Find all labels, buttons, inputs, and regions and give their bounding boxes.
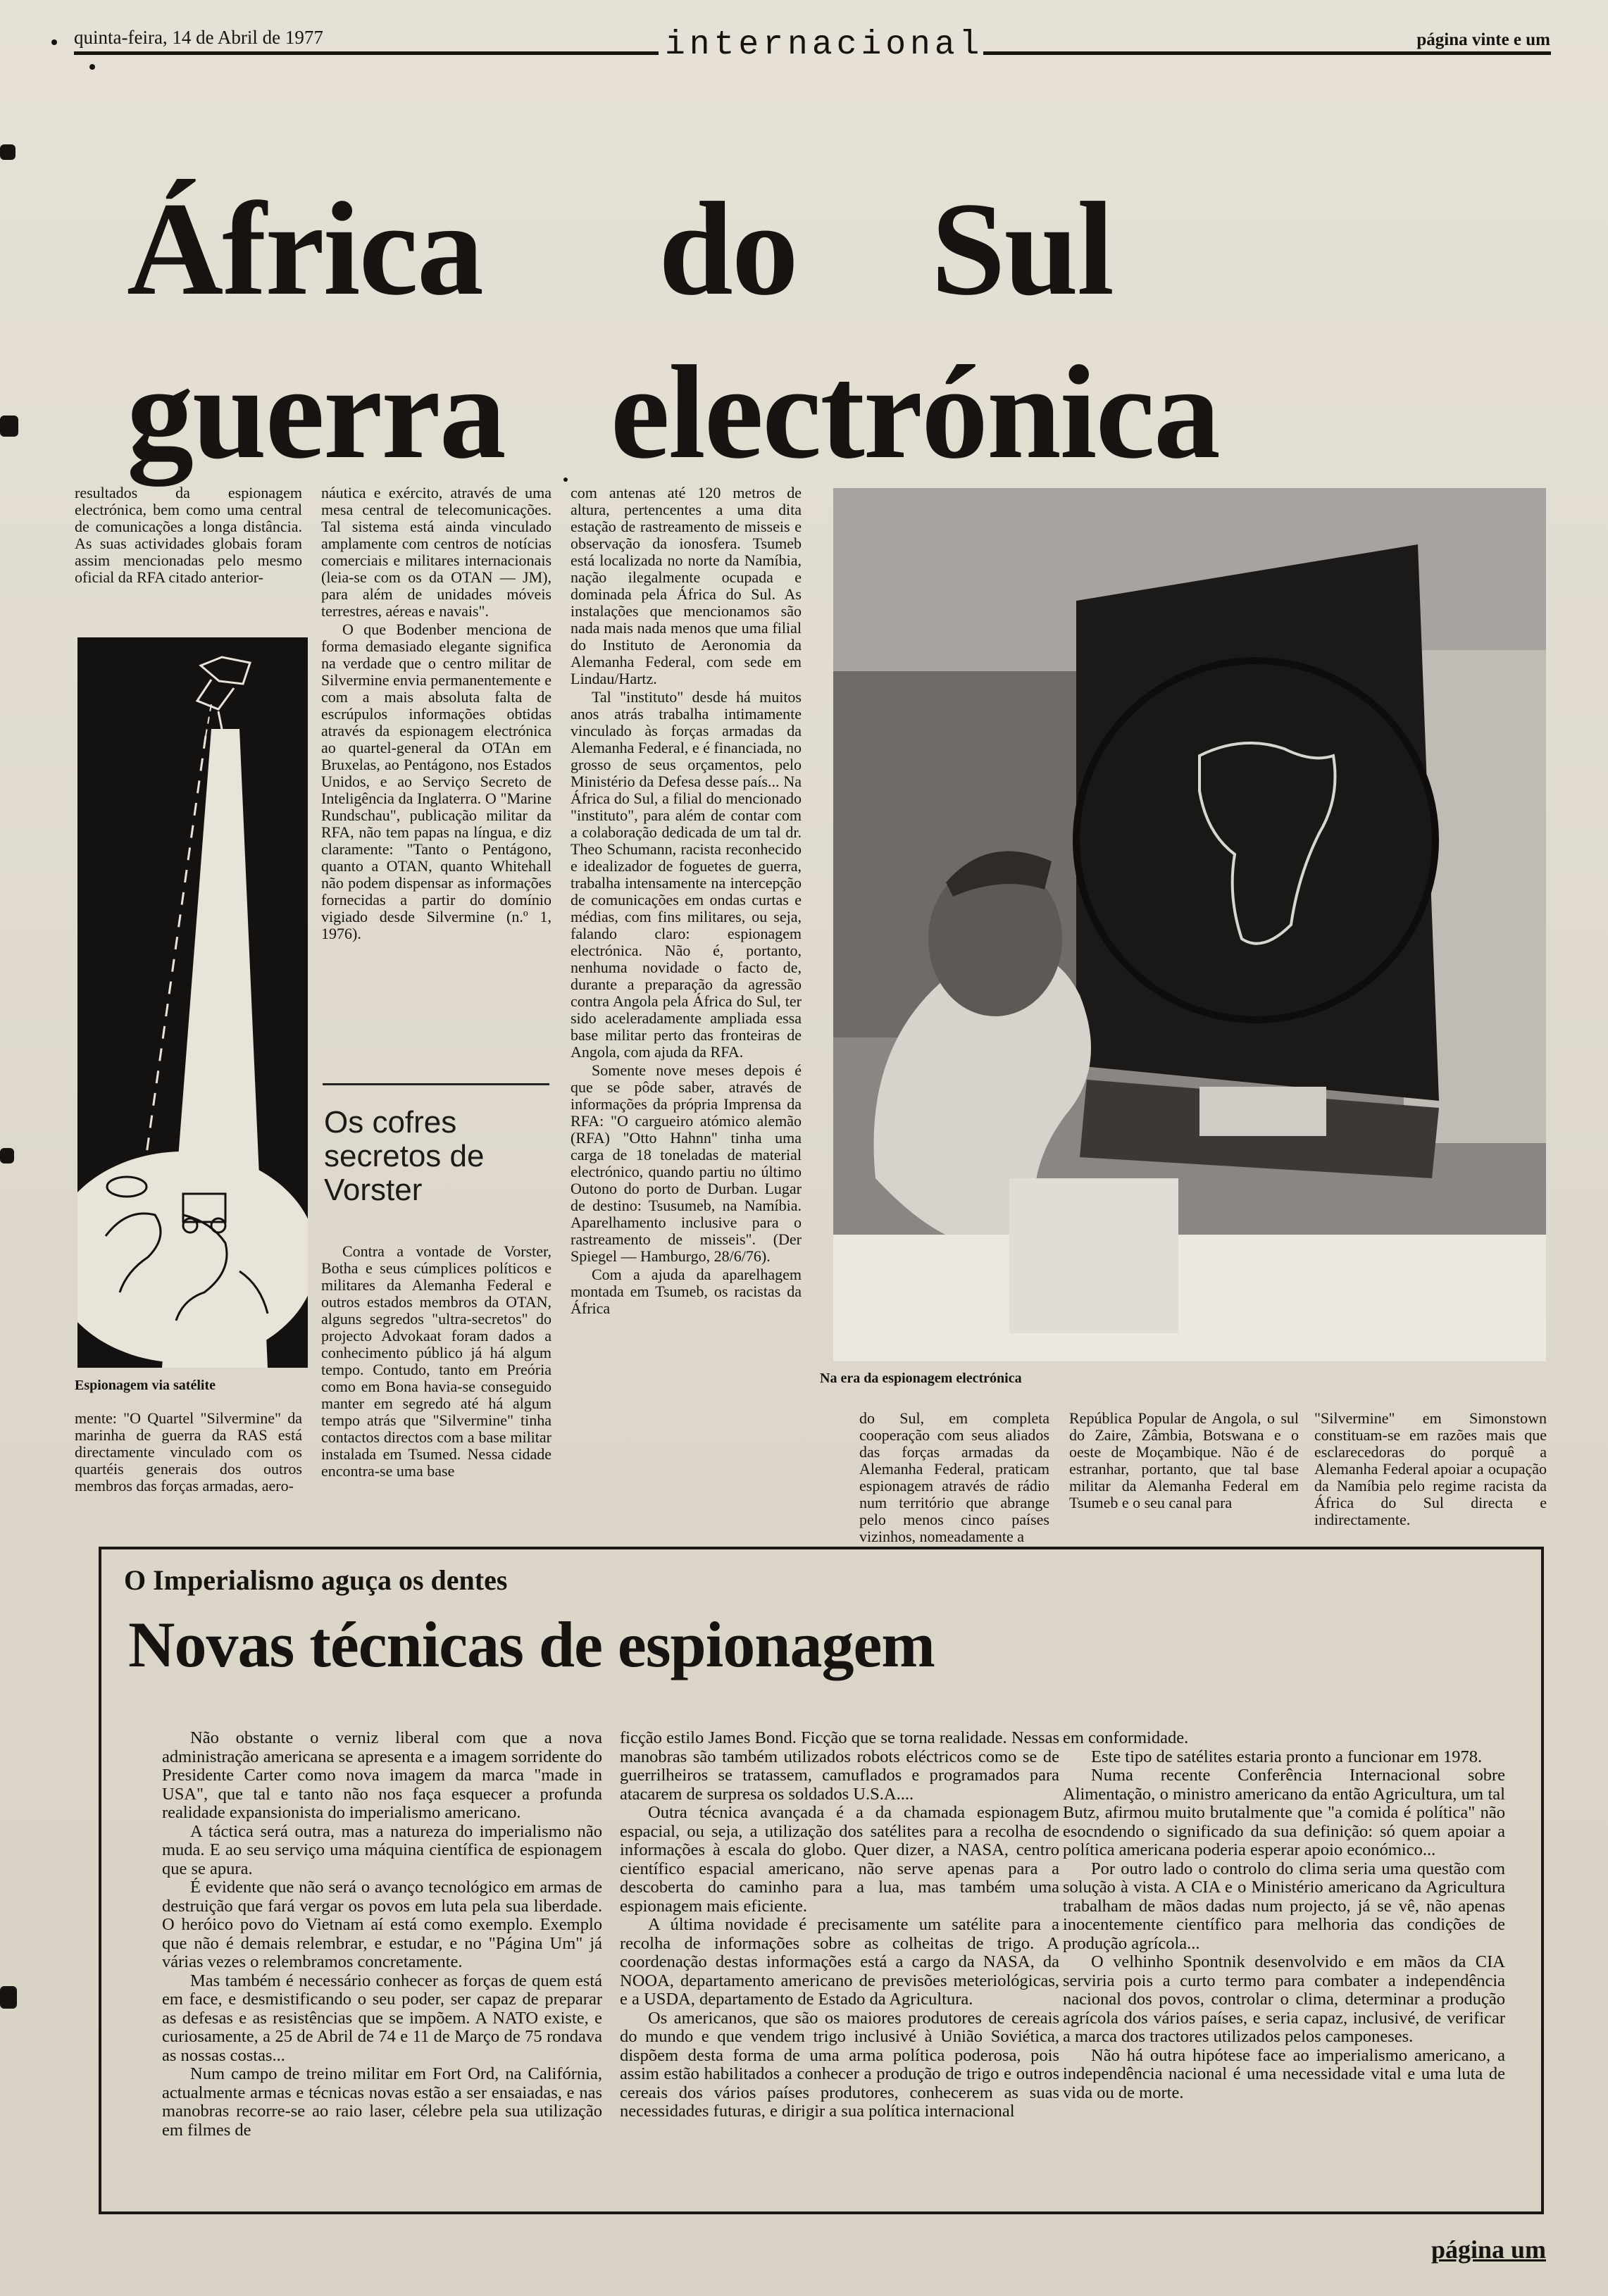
boxed-article [99, 1547, 1544, 2214]
edge-mark [0, 416, 18, 437]
article-paragraph: do Sul, em completa cooperação com seus aliados das forças armadas da Alemanha Federal, praticam espionagem através de rádio num território que abrange pelo menos cinco países vizinhos, nomeadamente a [859, 1409, 1049, 1545]
article-paragraph: O que Bodenber menciona de forma demasiado elegante significa na verdade que o centro militar de Silvermine envia permanentemente e com a mais absoluta falta de escrúpulos informações obtidas através da espionagem electrónica ao quartel-general da OTAn em Bruxelas, ao Pentágono, nos Estados Unidos, e ao Serviço Secreto de Inteligência da Inglaterra. O "Marine Rundschau", publicação militar da RFA, não tem papas na língua, e diz claramente: "Tanto o Pentágono, quanto a OTAN, quanto Whitehall não podem dispensar as informações fornecidas a partir do domínio vigiado desde Silvermine (n.º 1, 1976). [321, 620, 551, 942]
edge-mark [0, 1986, 17, 2009]
header-rule-right [983, 51, 1551, 55]
article-column-2-top [321, 485, 551, 944]
box-paragraph: O velhinho Spontnik desenvolvido e em mãos da CIA serviria pois a curto termo para combater a independência nacional dos povos, controlar o clima, determinar a produção agrícola dos vários países, e seria capaz, inclusivé, de verificar a marca dos tractores utilizados pelos camponeses. [1063, 1952, 1505, 2046]
photo-caption: Na era da espionagem electrónica [820, 1371, 1022, 1386]
satellite-illustration [77, 637, 308, 1368]
headline-word: África [127, 175, 482, 323]
radar-operator-photo [833, 488, 1546, 1361]
article-column-2-bottom [321, 1243, 551, 1481]
article-paragraph: resultados da espionagem electrónica, bem como uma central de comunicações a longa distância. As suas actividades globais foram assim mencionadas pelo mesmo oficial da RFA citado anterior- [75, 484, 302, 586]
article-column-1-bottom [75, 1410, 302, 1496]
box-paragraph: A última novidade é precisamente um satélite para a recolha de informações sobre as colheitas de trigo. A coordenação destas informações está a cargo da NASA, da NOOA, departamento americano de previsões meteriológicas, e a USDA, departamento de Estado da Agricultura. [620, 1915, 1059, 2009]
headline-word: do [659, 175, 797, 323]
edge-mark [0, 144, 15, 160]
headline-word: electrónica [610, 339, 1219, 487]
box-paragraph: Os americanos, que são os maiores produtores de cereais do mundo e que vendem trigo inclusivé à União Soviética, dispõem desta forma de uma arma política poderosa, pois assim estão habilitados a conhecer a produção de trigo e outros cereais dos vários países produtores, conhecerem as suas necessidades futuras, e dirigir a sua política internacional [620, 2008, 1059, 2121]
article-paragraph: náutica e exército, através de uma mesa central de telecomunicações. Tal sistema está ainda vinculado amplamente com centros de notícias comerciais e militares internacionais (leia-se com os da OTAN — JM), para além de unidades móveis terrestres, aéreas e navais". [321, 484, 551, 620]
box-paragraph: Mas também é necessário conhecer as forças de quem está em face, e desmistificando o seu poder, ser capaz de preparar as defesas e as resistências que se impõem. A NATO existe, e curiosamente, a 25 de Abril de 74 e 11 de Março de 75 rondava as nossas costas... [162, 1971, 602, 2065]
article-paragraph: Somente nove meses depois é que se pôde saber, através de informações da própria Imprensa da RFA: "O cargueiro atómico alemão (RFA) "Otto Hahnn" tinha uma carga de 18 toneladas de material electrónico, quando partiu no último Outono do porto de Durban. Lugar de destino: Tsusumeb, na Namíbia. Aparelhamento inclusive para o rastreamento de misseis". (Der Spiegel — Hamburgo, 28/6/76). [571, 1061, 802, 1265]
article-paragraph: "Silvermine" em Simonstown constituam-se em razões mais que esclarecedoras do porquê a Alemanha Federal apoiar a ocupação da Namíbia pelo regime racista da África do Sul directa e indirectamente. [1314, 1409, 1547, 1528]
article-paragraph: República Popular de Angola, o sul do Zaire, Zâmbia, Botswana e o oeste de Moçambique. Não é de estranhar, portanto, que tal base militar da Alemanha Federal em Tsumeb e o seu canal para [1069, 1409, 1299, 1511]
box-paragraph: ficção estilo James Bond. Ficção que se torna realidade. Nessas manobras são também utilizados robots eléctricos como se de guerrilheiros se tratassem, camuflados e programados para atacarem de surpresa os soldados U.S.A.... [620, 1728, 1059, 1804]
box-paragraph: Não obstante o verniz liberal com que a nova administração americana se apresenta e a imagem sorridente do Presidente Carter como nova imagem da marca "made in USA", que tal e tanto não nos faça esquecer a profunda realidade expansionista do imperialismo americano. [162, 1728, 602, 1822]
box-column-2 [620, 1729, 1059, 2121]
article-paragraph: com antenas até 120 metros de altura, pertencentes a uma dita estação de rastreamento de misseis e observação da ionosfera. Tsumeb está localizada no norte da Namíbia, nação ilegalmente ocupada e dominada pela África do Sul. As instalações que mencionamos são nada mais nada menos que uma filial do Instituto de Aeronomia da Alemanha Federal, com sede em Lindau/Hartz. [571, 484, 802, 687]
box-paragraph: Outra técnica avançada é a da chamada espionagem espacial, ou seja, a utilização dos satélites para a recolha de informações à escala do globo. Quer dizer, a NASA, centro científico espacial americano, não serve apenas para a descoberta do caminho para a lua, mas também uma espionagem mais eficiente. [620, 1803, 1059, 1916]
box-column-1 [162, 1729, 602, 2140]
article-paragraph: Contra a vontade de Vorster, Botha e seus cúmplices políticos e militares da Alemanha Federal e outros estados membros da OTAN, alguns segredos "ultra-secretos" do projecto Advokaat foram dados a conhecimento público já há algum tempo. Contudo, tanto em Preória como em Bona havia-se conseguido manter em segredo até há algum tempo atrás que "Silvermine" tinha contactos directos com a base militar instalada em Tsumed. Nessa cidade encontra-se uma base [321, 1242, 551, 1480]
illustration-caption: Espionagem via satélite [75, 1378, 216, 1393]
box-paragraph: Não há outra hipótese face ao imperialismo americano, a independência nacional é uma necessidade vital e uma luta de vida ou de morte. [1063, 2045, 1505, 2102]
box-headline: Novas técnicas de espionagem [128, 1609, 935, 1680]
article-paragraph: mente: "O Quartel "Silvermine" da marinha de guerra da RAS está directamente vinculado com os quartéis generais dos outros membros das forças armadas, aero- [75, 1409, 302, 1495]
box-paragraph: Num campo de treino militar em Fort Ord, na Califórnia, actualmente armas e técnicas novas estão a ser ensaiadas, e nas manobras recorre-se ao raio laser, célebre pela sua utilização em filmes de [162, 2064, 602, 2140]
box-kicker: O Imperialismo aguça os dentes [124, 1564, 508, 1596]
page-number-label: página vinte e um [1416, 30, 1550, 49]
box-paragraph: Numa recente Conferência Internacional sobre Alimentação, o ministro americano da então Agricultura, um tal Butz, afirmou muito brutalmente que "a comida é política" não esocndendo o significado da sua definição: só quem apoiar a política americana poderia esperar apoio económico... [1063, 1766, 1505, 1859]
box-column-3 [1063, 1729, 1505, 2102]
headline-word: Sul [930, 175, 1113, 323]
main-headline [127, 168, 1296, 494]
box-paragraph: em conformidade. [1063, 1728, 1189, 1747]
section-title: internacional [665, 26, 984, 64]
box-paragraph: É evidente que não será o avanço tecnológico em armas de destruição que fará vergar os povos em luta pela sua liberdade. O heróico povo do Vietnam aí está como exemplo. Exemplo que não é demais relembrar, e estudar, e no "Página Um" já várias vezes o relembramos concretamente. [162, 1878, 602, 1971]
headline-word: guerra [127, 339, 505, 487]
margin-dot [51, 39, 57, 45]
issue-date: quinta-feira, 14 de Abril de 1977 [74, 27, 323, 48]
article-paragraph: Com a ajuda da aparelhagem montada em Tsumeb, os racistas da África [571, 1266, 802, 1317]
article-column-1-top [75, 485, 302, 587]
article-column-3 [571, 485, 802, 1318]
footer-page-label: página um [1431, 2235, 1546, 2264]
margin-dot [89, 64, 95, 70]
article-paragraph: Tal "instituto" desde há muitos anos atrás trabalha intimamente vinculado às forças armadas da Alemanha Federal, e é financiada, no grosso de seus orçamentos, pelo Ministério da Defesa desse país... Na África do Sul, a filial do mencionado "instituto", para além de contar com a colaboração dedicada de um tal dr. Theo Schumann, racista reconhecido e idealizador de foguetes de guerra, trabalha intensamente na intercepção de comunicações em ondas curtas e médias, com fins militares, ou seja, falando claro: espionagem electrónica. Não é, portanto, nenhuma novidade o facto de, durante a preparação da agressão contra Angola pela África do Sul, ter sido aceleradamente ampliada essa base militar perto das fronteiras de Angola, com ajuda da RFA. [571, 688, 802, 1061]
satellite-drawing [77, 637, 308, 1368]
photo-image [833, 488, 1546, 1361]
article-column-6 [1314, 1410, 1547, 1530]
box-paragraph: Por outro lado o controlo do clima seria uma questão com solução à vista. A CIA e o Ministério americano da Agricultura trabalham de mãos dadas num projecto, já se vê, não apenas inocentemente científico para melhoria das condições de produção agrícola... [1063, 1859, 1505, 1953]
column-rule [323, 1083, 549, 1085]
box-paragraph: Este tipo de satélites estaria pronto a funcionar em 1978. [1091, 1747, 1483, 1766]
headline-line-1 [127, 168, 1296, 331]
edge-mark [0, 1148, 14, 1163]
subheading: Os cofres secretos de Vorster [324, 1105, 485, 1207]
article-column-5 [1069, 1410, 1299, 1513]
header-rule-left [74, 51, 659, 55]
article-column-4 [859, 1410, 1049, 1547]
box-paragraph: A táctica será outra, mas a natureza do imperialismo não muda. E ao seu serviço uma máquina científica de espionagem que se apura. [162, 1821, 602, 1878]
headline-line-2 [127, 331, 1296, 494]
